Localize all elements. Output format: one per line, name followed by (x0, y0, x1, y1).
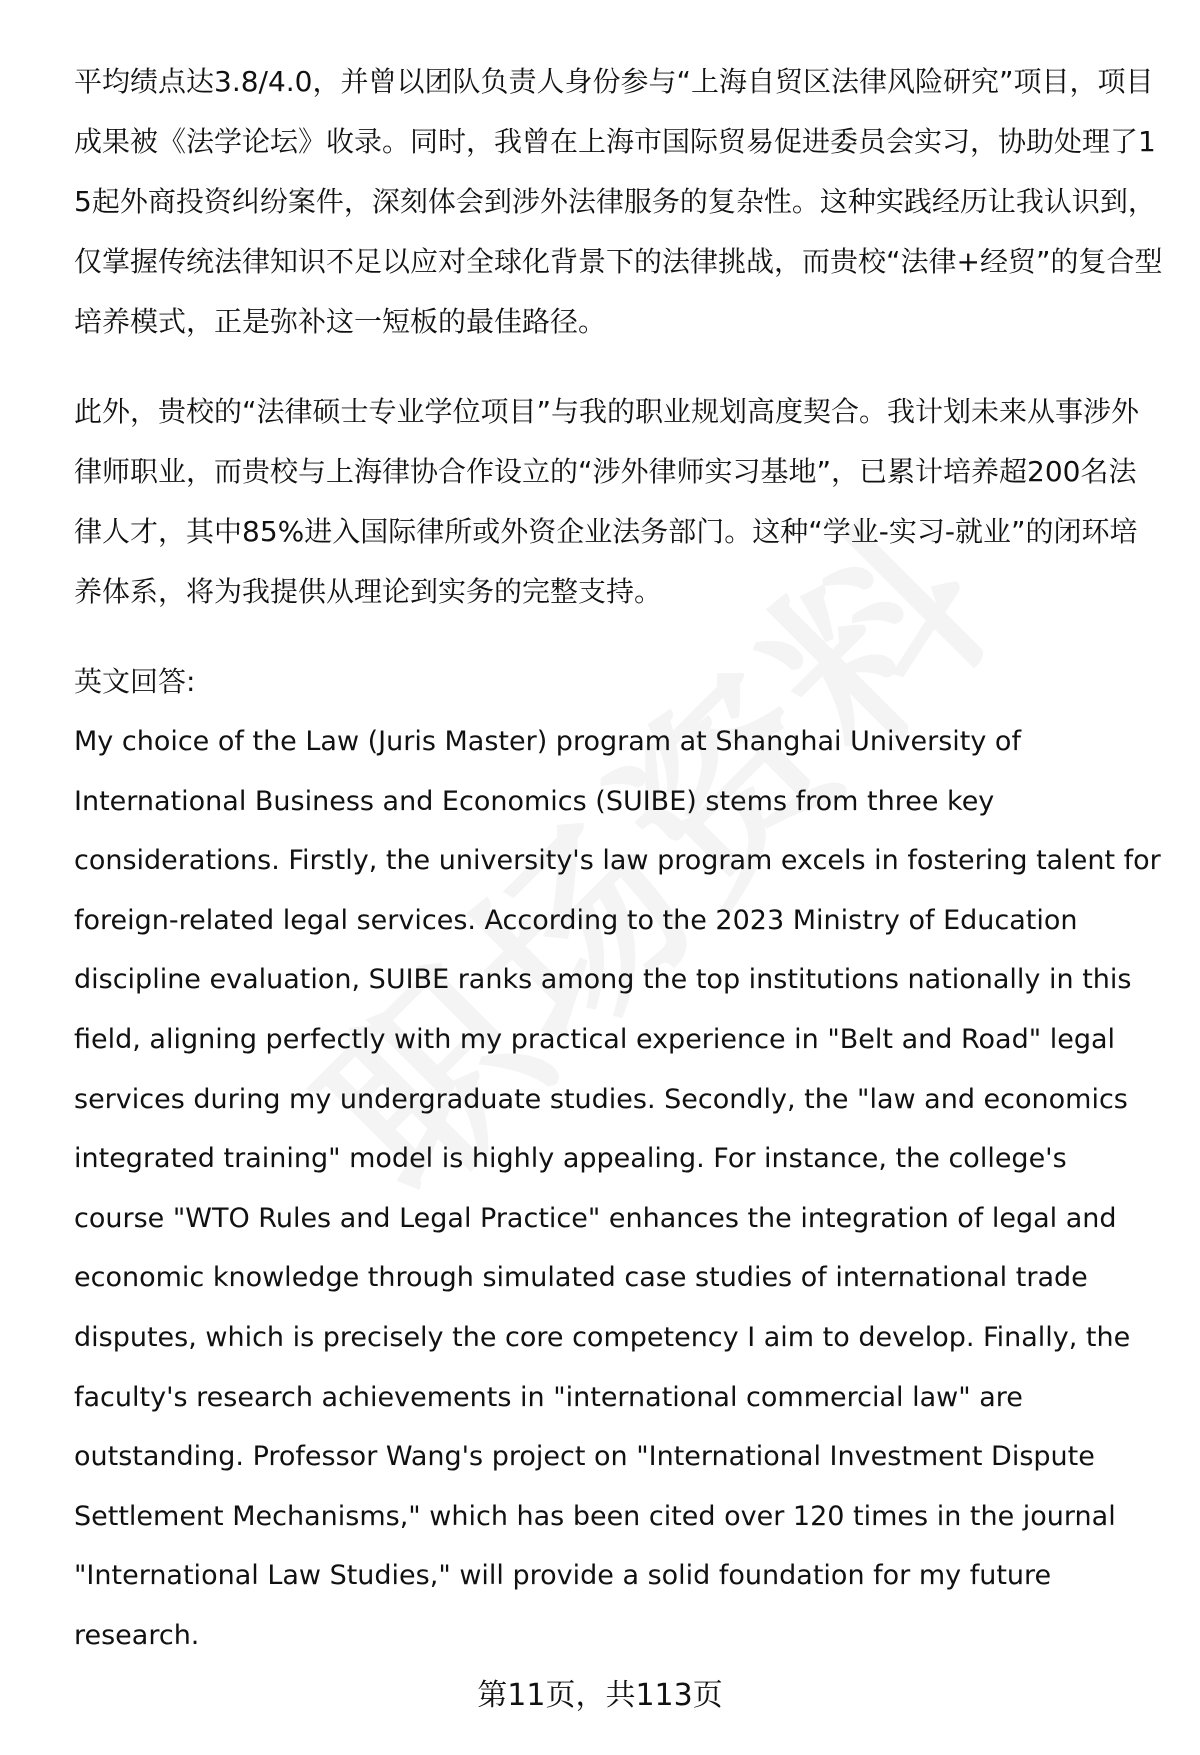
page-number: 第11页，共113页 (477, 1678, 723, 1713)
english-answer-label: 英文回答: (74, 665, 196, 698)
paragraph-zh-1: 平均绩点达3.8/4.0，并曾以团队负责人身份参与“上海自贸区法律风险研究”项目，项目成果被《法学论坛》收录。同时，我曾在上海市国际贸易促进委员会实习，协助处理了15起外商投资纠纷案件，深刻体会到涉外法律服务的复杂性。这种实践经历让我认识到，仅掌握传统法律知识不足以应对全球化背景下的法律挑战，而贵校“法律+经贸”的复合型培养模式，正是弥补这一短板的最佳路径。 (74, 65, 1163, 338)
document-body (74, 52, 1164, 1666)
paragraph-zh-2: 此外，贵校的“法律硕士专业学位项目”与我的职业规划高度契合。我计划未来从事涉外律师职业，而贵校与上海律协合作设立的“涉外律师实习基地”，已累计培养超200名法律人才，其中85%进入国际律所或外资企业法务部门。这种“学业-实习-就业”的闭环培养体系，将为我提供从理论到实务的完整支持。 (74, 395, 1140, 608)
english-answer-paragraph: My choice of the Law (Juris Master) program at Shanghai University of International Business and Economics (SUIBE) stems from three key considerations. Firstly, the university's law program excels in fostering talent for foreign-related legal services. According to the 2023 Ministry of Education discipline evaluation, SUIBE ranks among the top institutions nationally in this field, aligning perfectly with my practical experience in "Belt and Road" legal services during my undergraduate studies. Secondly, the "law and economics integrated training" model is highly appealing. For instance, the college's course "WTO Rules and Legal Practice" enhances the integration of legal and economic knowledge through simulated case studies of international trade disputes, which is precisely the core competency I aim to develop. Finally, the faculty's research achievements in "international commercial law" are outstanding. Professor Wang's project on "International Investment Dispute Settlement Mechanisms," which has been cited over 120 times in the journal "International Law Studies," will provide a solid foundation for my future research. (74, 726, 1161, 1651)
